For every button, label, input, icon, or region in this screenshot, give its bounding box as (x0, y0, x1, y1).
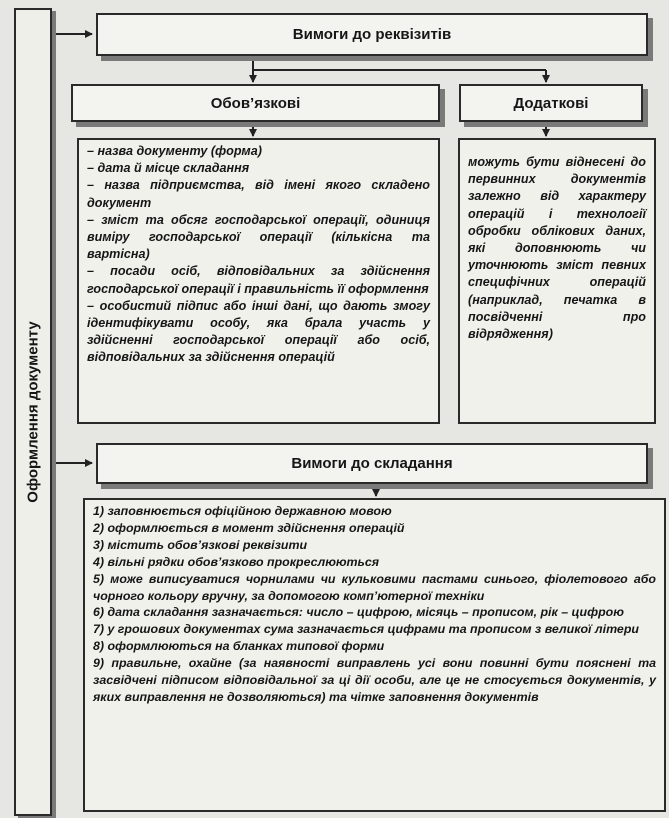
additional-header (459, 84, 643, 122)
mandatory-header (71, 84, 440, 122)
document-formatting-label (14, 8, 52, 816)
drafting-header (96, 443, 648, 484)
list-item: 9) правильне, охайне (за наявності виправлень усі вони повинні бути пояснені та засвідчені підписом відповідальної за ці дії особи, але це не стосується документів, у яких виправлення не дозволяються) та чітке заповнення документів (93, 656, 656, 704)
list-item: 1) заповнюється офіційною державною мовою (93, 504, 392, 518)
drafting-list-box (83, 498, 666, 812)
list-item: 6) дата складання зазначається: число – цифрою, місяць – прописом, рік – цифрою (93, 605, 624, 620)
additional-text-box (458, 138, 656, 424)
list-item: 4) вільні рядки обов’язково прокреслюються (93, 554, 380, 569)
list-item: 5) може виписуватися чорнилами чи кульковими пастами синього, фіолетового або чорного кольору вручну, за допомогою комп’ютерної техніки (93, 571, 656, 603)
drafting-list (93, 503, 656, 706)
list-item: – зміст та обсяг господарської операції, одиниця виміру господарської операції (кількісна та вартісна) (87, 212, 430, 264)
document-formatting-label-text: Оформлення документу (24, 321, 42, 503)
list-item: 3) містить обов’язкові реквізити (93, 537, 308, 552)
list-item: – особистий підпис або інші дані, що дають змогу ідентифікувати особу, яка брала участь у здійсненні господарської операції або осіб, відповідальних за здійснення операцій (87, 298, 430, 367)
list-item: – назва документу (форма) (87, 143, 430, 160)
requisites-header (96, 13, 648, 56)
list-item: 7) у грошових документах сума зазначається цифрами та прописом з великої літери (93, 622, 639, 637)
drafting-header-text: Вимоги до складання (291, 455, 453, 472)
mandatory-list (87, 143, 430, 367)
list-item: 8) оформлюються на бланках типової форми (93, 639, 385, 654)
requisites-header-text: Вимоги до реквізитів (292, 26, 452, 43)
list-item: 2) оформлюється в момент здійснення операцій (93, 520, 405, 535)
list-item: – посади осіб, відповідальних за здійснення господарської операції і правильність її оформлення (87, 263, 430, 297)
mandatory-header-text: Обов’язкові (210, 94, 301, 112)
list-item: – назва підприємства, від імені якого складено документ (87, 177, 430, 211)
additional-header-text: Додаткові (513, 94, 589, 112)
additional-text: можуть бути віднесені до первинних документів залежно від характеру операцій і технології обробки облікових даних, які доповнюють чи уточнюють зміст певних специфічних операцій (наприклад, печатка в посвідченні про відрядження) (468, 155, 646, 342)
mandatory-list-box (77, 138, 440, 424)
list-item: – дата й місце складання (87, 160, 430, 177)
